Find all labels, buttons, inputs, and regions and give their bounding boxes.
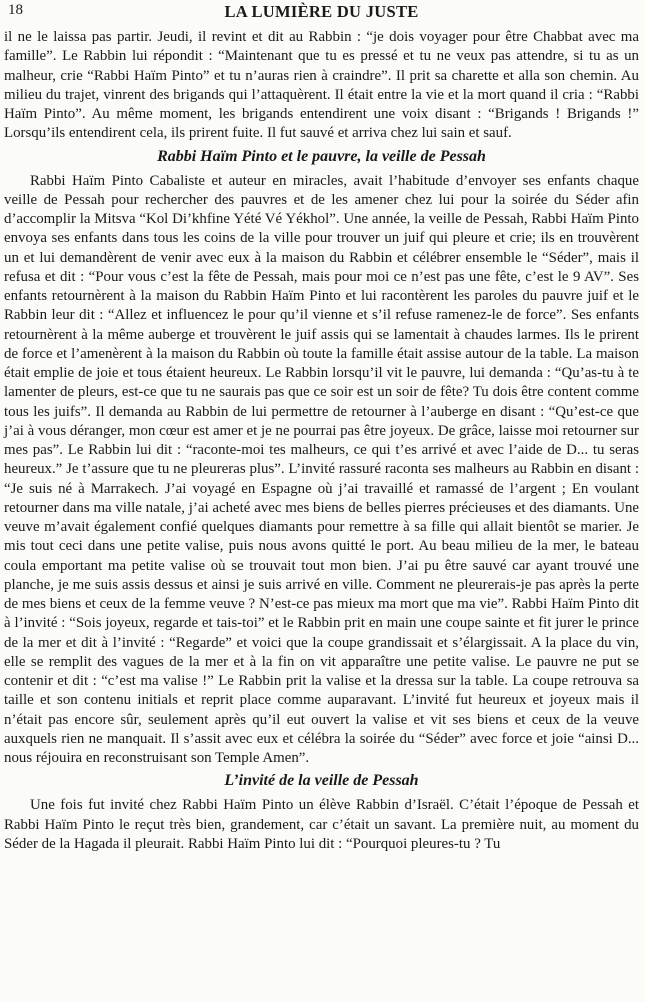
page-body bbox=[4, 28, 639, 854]
running-title: LA LUMIÈRE DU JUSTE bbox=[224, 2, 419, 21]
paragraph-invite-story: Une fois fut invité chez Rabbi Haïm Pinto un élève Rabbin d’Israël. C’était l’époque de Pessah et Rabbi Haïm Pinto le reçut très bien, grandement, car c’était un savant. La première nuit, au moment du Séder de la Hagada il pleurait. Rabbi Haïm Pinto lui dit : “Pourquoi pleures-tu ? Tu bbox=[4, 797, 639, 852]
running-head bbox=[4, 0, 639, 28]
page-number: 18 bbox=[8, 2, 23, 18]
paragraph-continuation: il ne le laissa pas partir. Jeudi, il revint et dit au Rabbin : “je dois voyager pour être Chabbat avec ma famille”. Le Rabbin lui répondit : “Maintenant que tu es pressé et tu ne veux pas attendre, si tu as un malheur, crie “Rabbi Haïm Pinto” et tu n’auras rien à craindre”. Il prit sa charette et alla son chemin. Au milieu du trajet, vinrent des brigands qui l’attaquèrent. Il était entre la vie et la mort quand il cria : “Rabbi Haïm Pinto”. Au même moment, les brigands entendirent une voix disant : “Brigands ! Brigands !” Lorsqu’ils entendirent cela, ils prirent fuite. Il fut sauvé et arriva chez lui sain et sauf. bbox=[4, 29, 639, 142]
section-heading-pauvre: Rabbi Haïm Pinto et le pauvre, la veille de Pessah bbox=[157, 147, 486, 165]
paragraph-pauvre-story: Rabbi Haïm Pinto Cabaliste et auteur en miracles, avait l’habitude d’envoyer ses enfants chaque veille de Pessah pour rechercher des pauvres et de les amener chez lui pour la soirée du Séder afin d’accomplir la Mitsva “Kol Di’khfine Yété Vé Yékhol”. Une année, la veille de Pessah, Rabbi Haïm Pinto envoya ses enfants dans tous les coins de la ville pour trouver un juif qui pleure et crie; ils en trouvèrent un et lui demandèrent de venir avec eux à la maison du Rabbin et célébrer ensemble le “Séder”, mais il refusa et dit : “Pour vous c’est la fête de Pessah, mais pour moi ce n’est pas une fête, c’est le 9 AV”. Ses enfants retournèrent à la maison du Rabbin Haïm Pinto et lui racontèrent les paroles du pauvre juif et le Rabbin leur dit : “Allez et influencez le pour qu’il vienne et s’il refuse ramenez-le de force”. Ses enfants retournèrent à la même auberge et trouvèrent le juif assis qui se lamentait à chaudes larmes. Ils le prirent de force et l’amenèrent à la maison du Rabbin où toute la famille était assise autour de la table. La maison était emplie de joie et tous étaient heureux. Le Rabbin lorsqu’il vit le pauvre, lui demanda : “Qu’as-tu à te lamenter de pleurs, est-ce que tu ne saurais pas que ce soir est un soir de fête? Tu dois être content comme tous les juifs”. Il demanda au Rabbin de lui permettre de retourner à l’auberge en disant : “Qu’est-ce que j’ai à vous déranger, mon cœur est amer et je ne pourrai pas être joyeux. De grâce, laisse moi retourner sur mes pas”. Le Rabbin lui dit : “raconte-moi tes malheurs, ce qui t’es arrivé et avec l’aide de D... tu seras heureux.” Je t’assure que tu ne pleureras plus”. L’invité rassuré raconta ses malheurs au Rabbin en disant : “Je suis né à Marrakech. J’ai voyagé en Espagne où j’ai travaillé et ramassé de l’argent ; En voulant retourner dans ma ville natale, j’ai acheté avec mes biens de belles pierres précieuses et des diamants. Une veuve m’avait également confié quelques diamants pour remettre à sa fille qui allait bientôt se marier. Je mis tout ceci dans une petite valise, puis nous avons quitté le port. Au beau milieu de la mer, le bateau coula emportant ma petite valise où se trouvait tout mon bien. J’ai pu être sauvé car ayant trouvé une planche, je me suis assis dessus et ainsi je suis arrivé en ville. Comment ne pleurerais-je pas après la perte de mes biens et ceux de la femme veuve ? N’est-ce pas mieux ma mort que ma vie”. Rabbi Haïm Pinto dit à l’invité : “Sois joyeux, regarde et tais-toi” et le Rabbin prit en main une coupe sainte et fit jurer le prince de la mer et dit à l’invité : “Regarde” et voici que la coupe grandissait et s’élargissait. A la place du vin, elle se remplit des vagues de la mer et à la fin on vit apparaître une petite valise. Le pauvre ne put se contenir et dit : “c’est ma valise !” Le Rabbin prit la valise et la dressa sur la table. La coupe retrouva sa taille et son contenu initials et reprit place comme auparavant. L’invité fut heureux et joyeux mais il n’était pas encore sûr, seulement après qu’il eut ouvert la valise et vit ses biens et ceux de la veuve auxquels rien ne manquait. Il s’assit avec eux et célébra la soirée du “Séder” avec force et joie “ainsi D... nous réjouira en reconstruisant son Temple Amen”. bbox=[4, 172, 639, 766]
section-heading-invite: L’invité de la veille de Pessah bbox=[224, 772, 419, 790]
